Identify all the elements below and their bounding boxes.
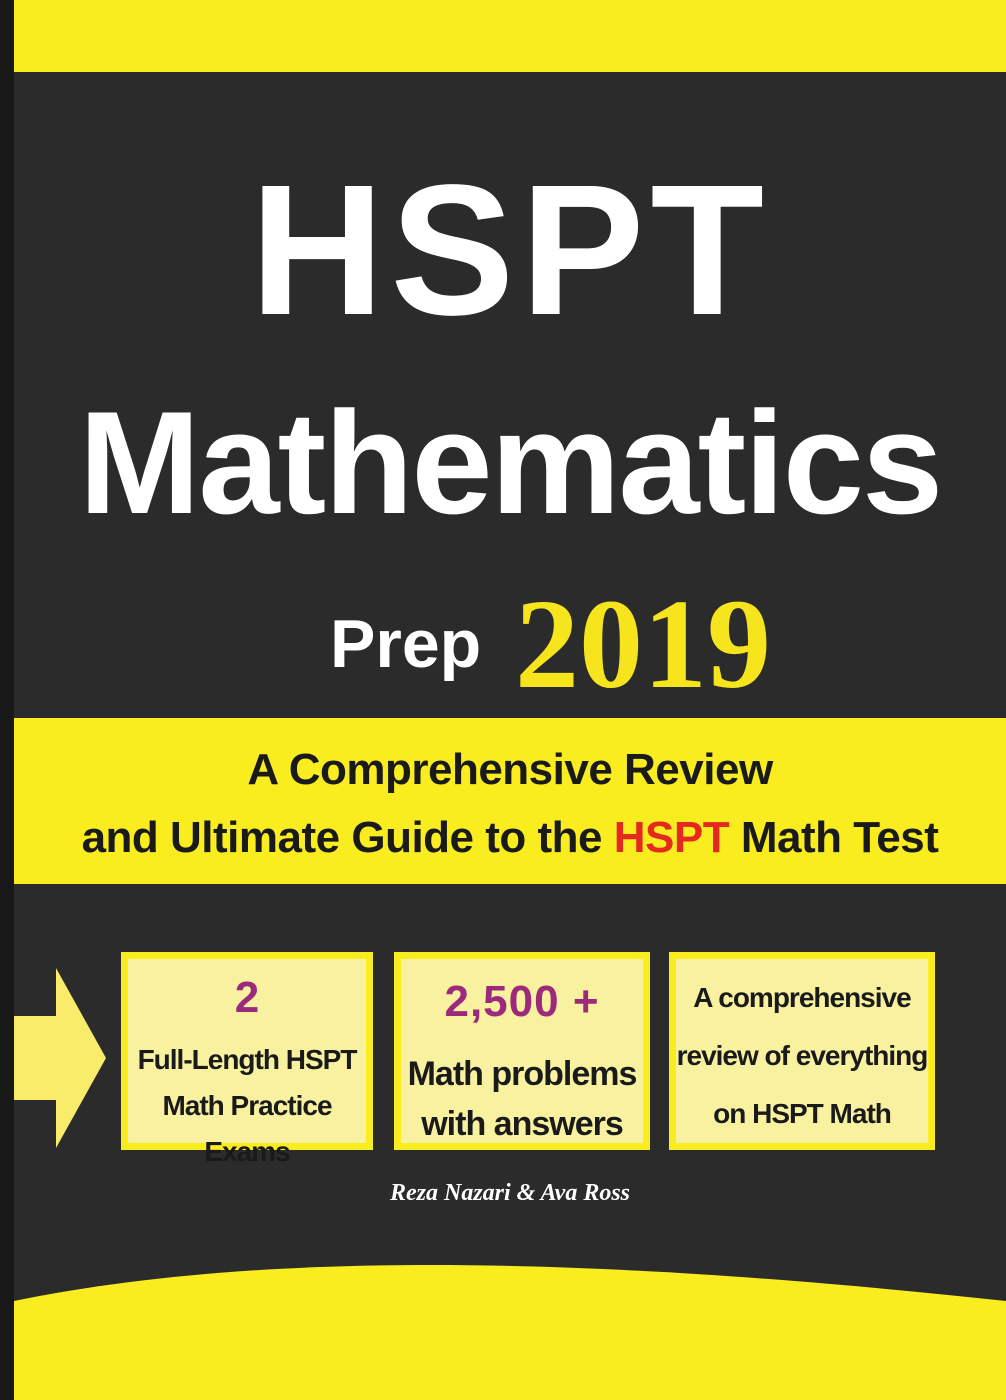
feature-number: 2 xyxy=(234,973,260,1022)
subtitle-line-2 xyxy=(14,813,1006,862)
feature-box-practice-exams xyxy=(121,952,373,1167)
year-label: 2019 xyxy=(515,573,771,715)
subtitle-highlight: HSPT xyxy=(613,813,730,862)
subtitle-text-end: Math Test xyxy=(729,813,939,862)
title-line-2: Mathematics xyxy=(78,381,942,544)
feature-line: review of everything xyxy=(676,1040,928,1071)
feature-line: Math problems xyxy=(407,1055,637,1093)
title-line-1: HSPT xyxy=(249,147,771,354)
subtitle-line-1: A Comprehensive Review xyxy=(247,745,773,794)
prep-label: Prep xyxy=(330,606,482,682)
spine xyxy=(0,0,14,1400)
subtitle-text: and Ultimate Guide to the xyxy=(81,813,614,862)
feature-line: Math Practice Exams xyxy=(162,1090,332,1167)
feature-line: on HSPT Math xyxy=(713,1098,891,1129)
feature-line: with answers xyxy=(421,1105,623,1143)
feature-text xyxy=(676,969,928,1143)
feature-number: 2,500 + xyxy=(444,977,600,1026)
feature-box-math-problems xyxy=(394,952,650,1150)
authors: Reza Nazari & Ava Ross xyxy=(389,1180,631,1206)
feature-line: Full-Length HSPT xyxy=(137,1044,357,1075)
feature-box-review xyxy=(669,952,935,1150)
arrow-icon xyxy=(14,968,106,1148)
top-yellow-band xyxy=(14,0,1006,72)
feature-text xyxy=(128,1037,366,1175)
bottom-wave xyxy=(0,1255,1006,1400)
feature-text xyxy=(401,1049,643,1149)
feature-line: A comprehensive xyxy=(693,982,911,1013)
